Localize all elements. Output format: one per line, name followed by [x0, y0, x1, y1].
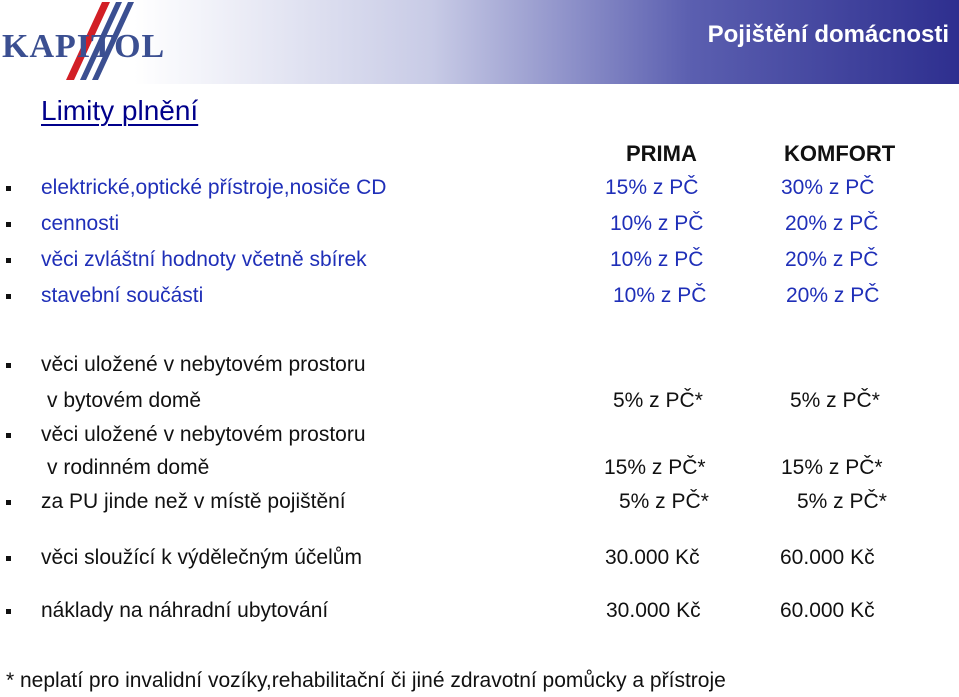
bullet-icon: [6, 609, 11, 614]
row-prima-value: 10% z PČ: [610, 212, 704, 235]
row-komfort-value: 60.000 Kč: [780, 599, 875, 622]
kapitol-logo: [2, 2, 174, 82]
table-row: [0, 284, 959, 310]
column-header-prima: PRIMA: [626, 141, 697, 166]
row-label: věci zvláštní hodnoty včetně sbírek: [41, 248, 367, 271]
row-prima-value: 30.000 Kč: [605, 546, 700, 569]
table-row: [0, 212, 959, 238]
row-prima-value: 15% z PČ*: [604, 456, 706, 479]
row-prima-value: 15% z PČ: [605, 176, 699, 199]
row-prima-value: 30.000 Kč: [606, 599, 701, 622]
column-header-komfort: KOMFORT: [784, 141, 896, 166]
logo-text: KAPITOL: [2, 28, 166, 65]
row-label: za PU jinde než v místě pojištění: [41, 490, 346, 513]
row-label: v bytovém domě: [47, 389, 202, 412]
row-label: věci uložené v nebytovém prostoru: [41, 423, 366, 446]
bullet-icon: [6, 433, 11, 438]
page-title: Limity plnění: [41, 95, 199, 126]
table-row: [0, 248, 959, 274]
bullet-icon: [6, 556, 11, 561]
row-label: cennosti: [41, 212, 120, 235]
bullet-icon: [6, 363, 11, 368]
bullet-icon: [6, 186, 11, 191]
row-label: věci uložené v nebytovém prostoru: [41, 353, 366, 376]
row-komfort-value: 5% z PČ*: [797, 490, 887, 513]
row-prima-value: 10% z PČ: [610, 248, 704, 271]
row-label: věci sloužící k výdělečným účelům: [41, 546, 362, 569]
footnote: * neplatí pro invalidní vozíky,rehabilitační či jiné zdravotní pomůcky a přístroje: [6, 669, 726, 692]
header-bar: [0, 0, 959, 84]
bullet-icon: [6, 500, 11, 505]
row-komfort-value: 60.000 Kč: [780, 546, 875, 569]
row-komfort-value: 15% z PČ*: [781, 456, 883, 479]
bullet-icon: [6, 258, 11, 263]
table-row: [0, 546, 959, 572]
row-komfort-value: 20% z PČ: [785, 248, 879, 271]
row-komfort-value: 20% z PČ: [785, 212, 879, 235]
row-komfort-value: 5% z PČ*: [790, 389, 880, 412]
table-row: [0, 423, 959, 449]
row-label: v rodinném domě: [47, 456, 210, 479]
table-row: [0, 599, 959, 625]
row-label: elektrické,optické přístroje,nosiče CD: [41, 176, 387, 199]
table-row: [0, 456, 959, 482]
bullet-icon: [6, 294, 11, 299]
row-label: náklady na náhradní ubytování: [41, 599, 329, 622]
table-row: [0, 176, 959, 202]
row-prima-value: 5% z PČ*: [619, 490, 709, 513]
row-prima-value: 5% z PČ*: [613, 389, 703, 412]
bullet-icon: [6, 222, 11, 227]
row-komfort-value: 20% z PČ: [786, 284, 880, 307]
row-label: stavební součásti: [41, 284, 204, 307]
header-title: Pojištění domácnosti: [707, 21, 949, 48]
row-komfort-value: 30% z PČ: [781, 176, 875, 199]
table-row: [0, 353, 959, 379]
row-prima-value: 10% z PČ: [613, 284, 707, 307]
table-row: [0, 490, 959, 516]
table-row: [0, 389, 959, 415]
